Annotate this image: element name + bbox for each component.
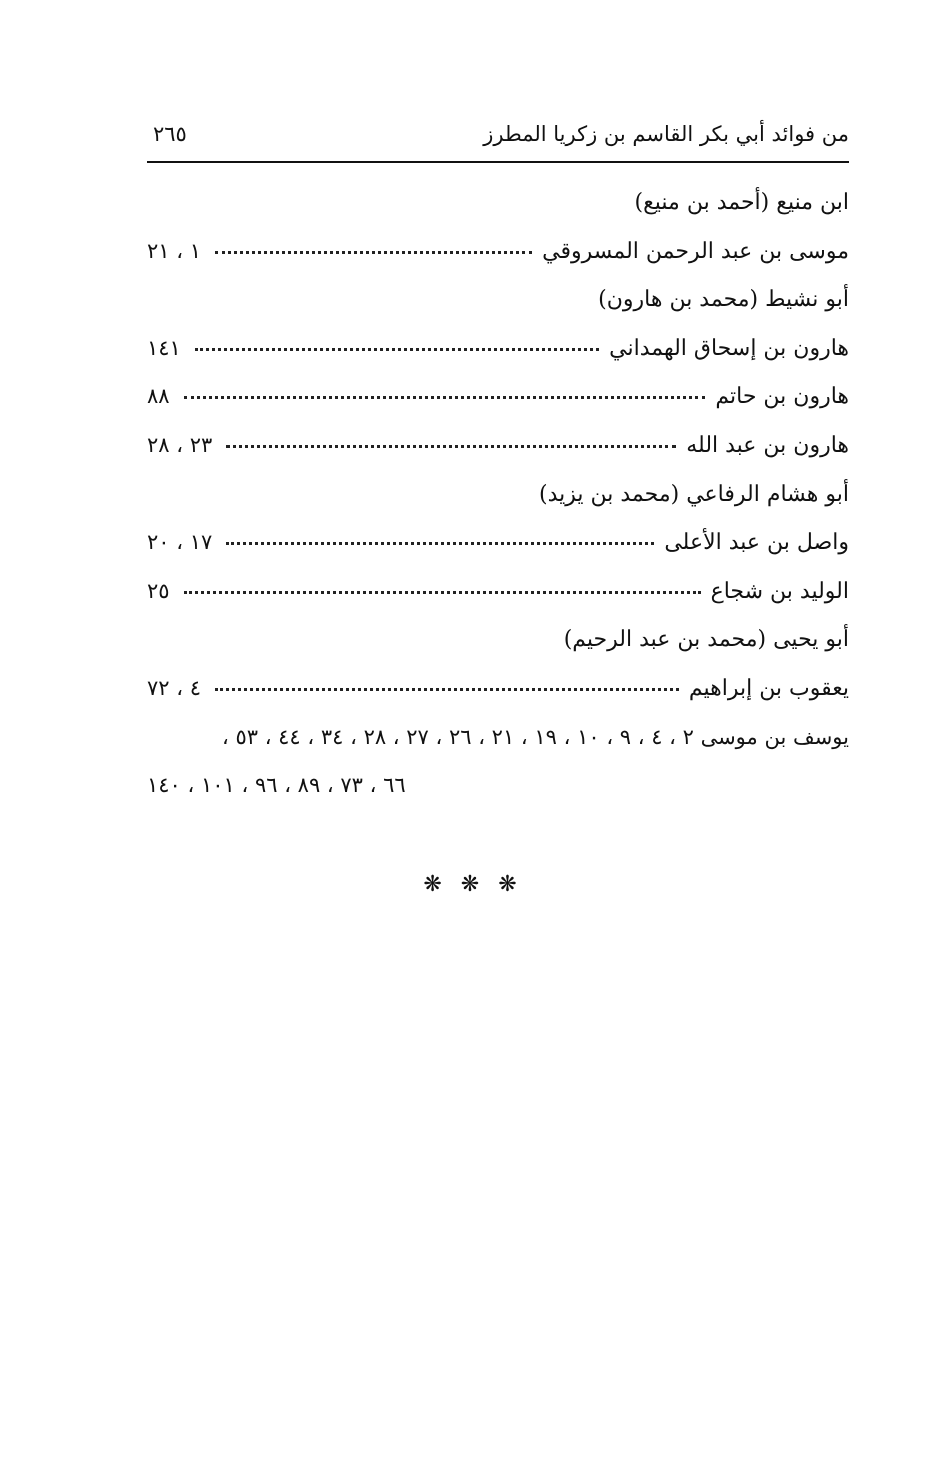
index-entry: [147, 526, 849, 575]
entry-name: هارون بن إسحاق الهمداني: [609, 335, 849, 361]
leader-dots: [226, 431, 676, 448]
index-entry: [147, 672, 849, 721]
entry-pages: ٨٨: [147, 384, 170, 409]
entry-pages: ٢٣ ، ٢٨: [147, 432, 213, 457]
entry-pages: ١ ، ٢١: [147, 238, 201, 263]
entry-line-2: ٦٦ ، ٧٣ ، ٨٩ ، ٩٦ ، ١٠١ ، ١٤٠: [147, 773, 406, 798]
entry-name: يعقوب بن إبراهيم: [688, 675, 849, 701]
entry-name: هارون بن عبد الله: [686, 432, 849, 458]
group-heading: [147, 478, 849, 527]
header-rule: [147, 161, 849, 163]
group-title: أبو هشام الرفاعي (محمد بن يزيد): [539, 481, 849, 507]
group-title: أبو يحيى (محمد بن عبد الرحيم): [563, 627, 849, 653]
entry-line-1: يوسف بن موسى ٢ ، ٤ ، ٩ ، ١٠ ، ١٩ ، ٢١ ، ٢٦ ، ٢٧ ، ٢٨ ، ٣٤ ، ٤٤ ، ٥٣ ،: [222, 724, 849, 749]
group-heading: [147, 623, 849, 672]
index-entry-long-cont: [147, 769, 849, 818]
leader-dots: [195, 334, 599, 351]
entry-pages: ١٤١: [147, 335, 181, 360]
index-content: [147, 186, 849, 818]
index-entry: [147, 332, 849, 381]
entry-name: موسى بن عبد الرحمن المسروقي: [542, 238, 849, 264]
group-title: ابن منيع (أحمد بن منيع): [634, 190, 849, 215]
entry-pages: ١٧ ، ٢٠: [147, 530, 213, 555]
index-entry: [147, 235, 849, 284]
entry-pages: ٢٥: [147, 578, 170, 603]
index-entry-long: [147, 721, 849, 770]
group-heading: [147, 283, 849, 332]
leader-dots: [184, 577, 701, 594]
running-header: [147, 118, 849, 158]
group-title: أبو نشيط (محمد بن هارون): [598, 287, 849, 313]
group-heading: [147, 186, 849, 235]
index-entry: [147, 429, 849, 478]
index-entry: [147, 575, 849, 624]
header-title: من فوائد أبي بكر القاسم بن زكريا المطرز: [483, 122, 849, 146]
entry-name: الوليد بن شجاع: [710, 578, 849, 604]
entry-name: واصل بن عبد الأعلى: [664, 530, 849, 556]
leader-dots: [215, 674, 679, 691]
entry-name: هارون بن حاتم: [715, 384, 849, 410]
section-end-ornament: ❋ ❋ ❋: [423, 872, 523, 897]
leader-dots: [215, 237, 532, 254]
leader-dots: [184, 382, 706, 399]
index-entry: [147, 380, 849, 429]
leader-dots: [226, 528, 654, 545]
entry-pages: ٤ ، ٧٢: [147, 675, 201, 700]
page-number: ٢٦٥: [153, 122, 187, 146]
